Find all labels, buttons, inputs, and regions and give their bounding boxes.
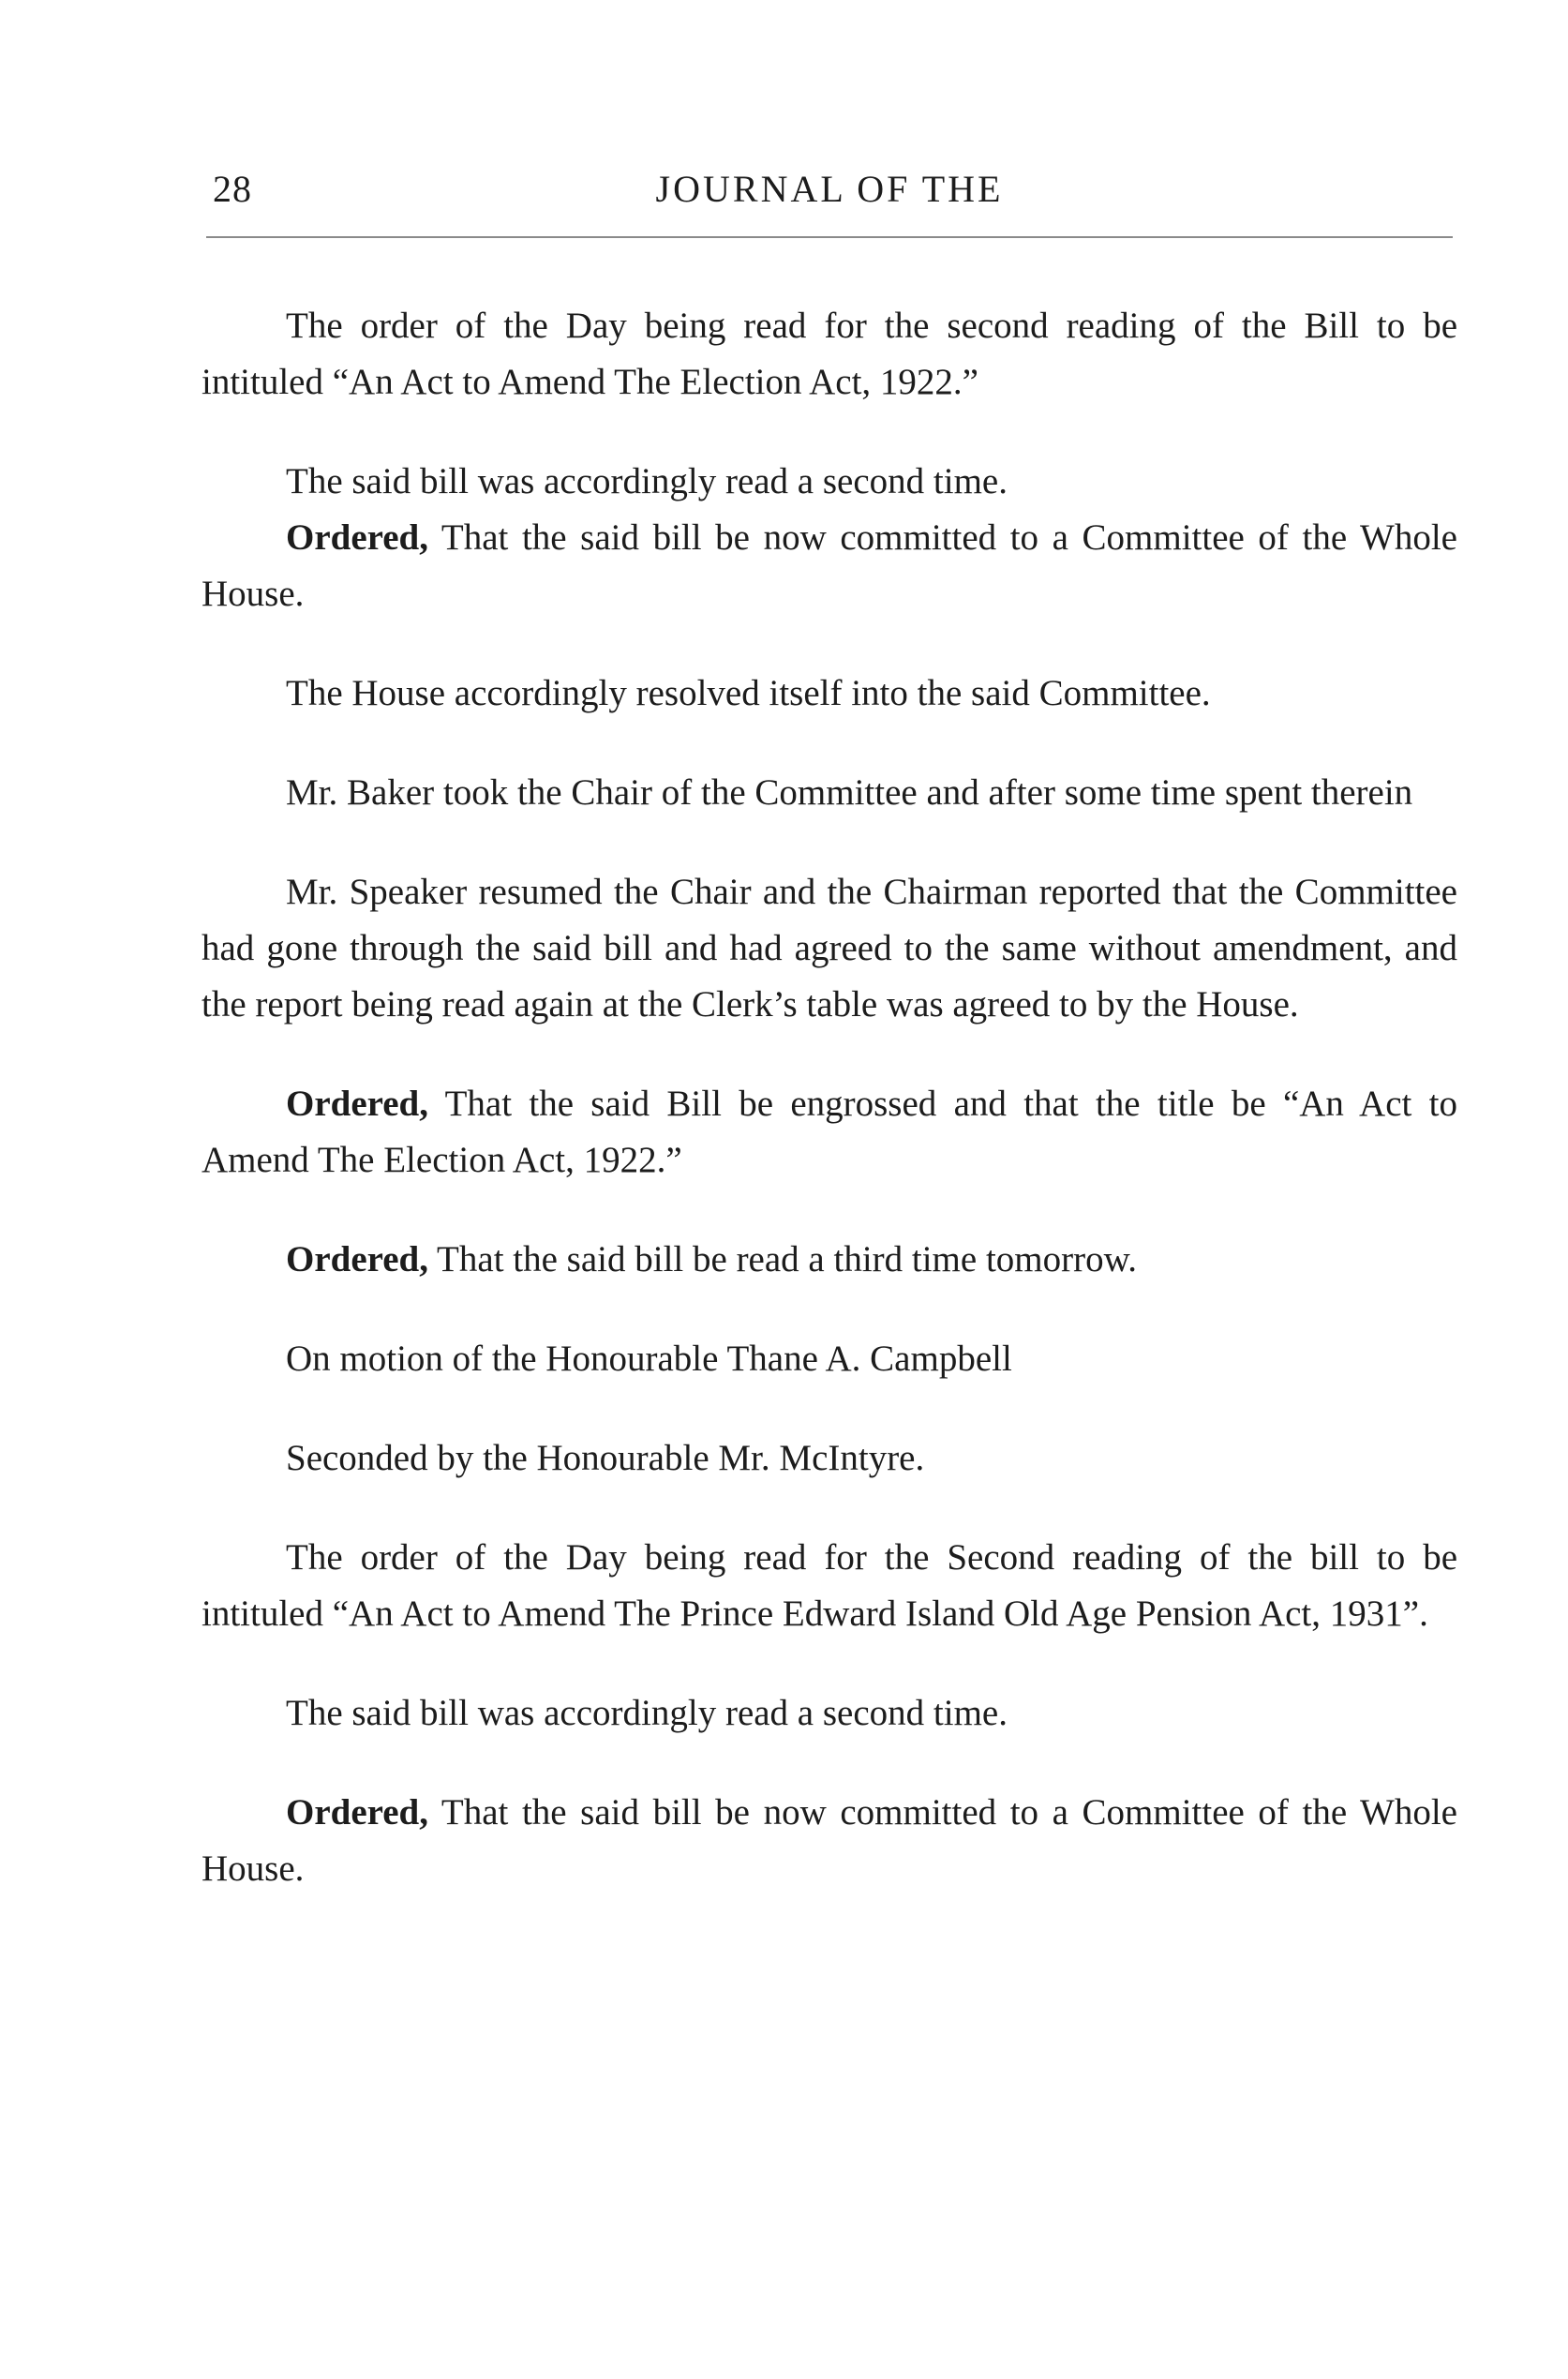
paragraph-text: The House accordingly resolved itself into the said Committee.	[286, 673, 1211, 713]
journal-body	[202, 298, 1457, 1940]
paragraph-baker-chair	[202, 765, 1457, 821]
ordered-label: Ordered,	[286, 1792, 429, 1833]
paragraph-ordered-engrossed	[202, 1076, 1457, 1189]
paragraph-motion	[202, 1331, 1457, 1387]
paragraph-speaker-resumed	[202, 864, 1457, 1033]
paragraph-seconded	[202, 1430, 1457, 1487]
paragraph-order-of-day-election-act	[202, 298, 1457, 411]
paragraph-text: The order of the Day being read for the Second reading of the bill to be intituled “An Act to Amend The Prince Edward Island Old Age Pension Act, 1931”.	[202, 1537, 1457, 1634]
paragraph-ordered-committee-pension	[202, 1785, 1457, 1897]
page-header	[202, 167, 1457, 223]
ordered-label: Ordered,	[286, 1084, 429, 1124]
paragraph-ordered-third-reading	[202, 1232, 1457, 1288]
header-rule	[206, 236, 1453, 238]
paragraph-text: That the said Bill be engrossed and that the title be “An Act to Amend The Election Act, 1922.”	[202, 1084, 1457, 1180]
paragraph-second-reading-pension	[202, 1685, 1457, 1742]
paragraph-second-reading	[202, 454, 1457, 510]
page-number: 28	[213, 168, 252, 210]
paragraph-ordered-committee	[202, 510, 1457, 622]
paragraph-text: That the said bill be read a third time tomorrow.	[428, 1239, 1137, 1279]
paragraph-order-of-day-pension-act	[202, 1530, 1457, 1642]
paragraph-text: The order of the Day being read for the second reading of the Bill to be intituled “An Act to Amend The Election Act, 1922.”	[202, 306, 1457, 402]
paragraph-text: The said bill was accordingly read a second time.	[286, 1693, 1008, 1733]
paragraph-text: Seconded by the Honourable Mr. McIntyre.	[286, 1438, 925, 1478]
running-title: JOURNAL OF THE	[655, 168, 1004, 210]
paragraph-text: The said bill was accordingly read a second time.	[286, 461, 1008, 501]
paragraph-text: That the said bill be now committed to a Committee of the Whole House.	[202, 517, 1457, 614]
paragraph-text: Mr. Baker took the Chair of the Committee and after some time spent therein	[286, 772, 1413, 813]
paragraph-text: Mr. Speaker resumed the Chair and the Chairman reported that the Committee had gone through the said bill and had agreed to the same without amendment, and the report being read again at the Clerk’s table was agreed to by the House.	[202, 872, 1457, 1025]
ordered-label: Ordered,	[286, 517, 429, 558]
paragraph-text: That the said bill be now committed to a Committee of the Whole House.	[202, 1792, 1457, 1889]
paragraph-text: On motion of the Honourable Thane A. Campbell	[286, 1339, 1012, 1379]
ordered-label: Ordered,	[286, 1239, 429, 1279]
paragraph-house-resolved	[202, 666, 1457, 722]
